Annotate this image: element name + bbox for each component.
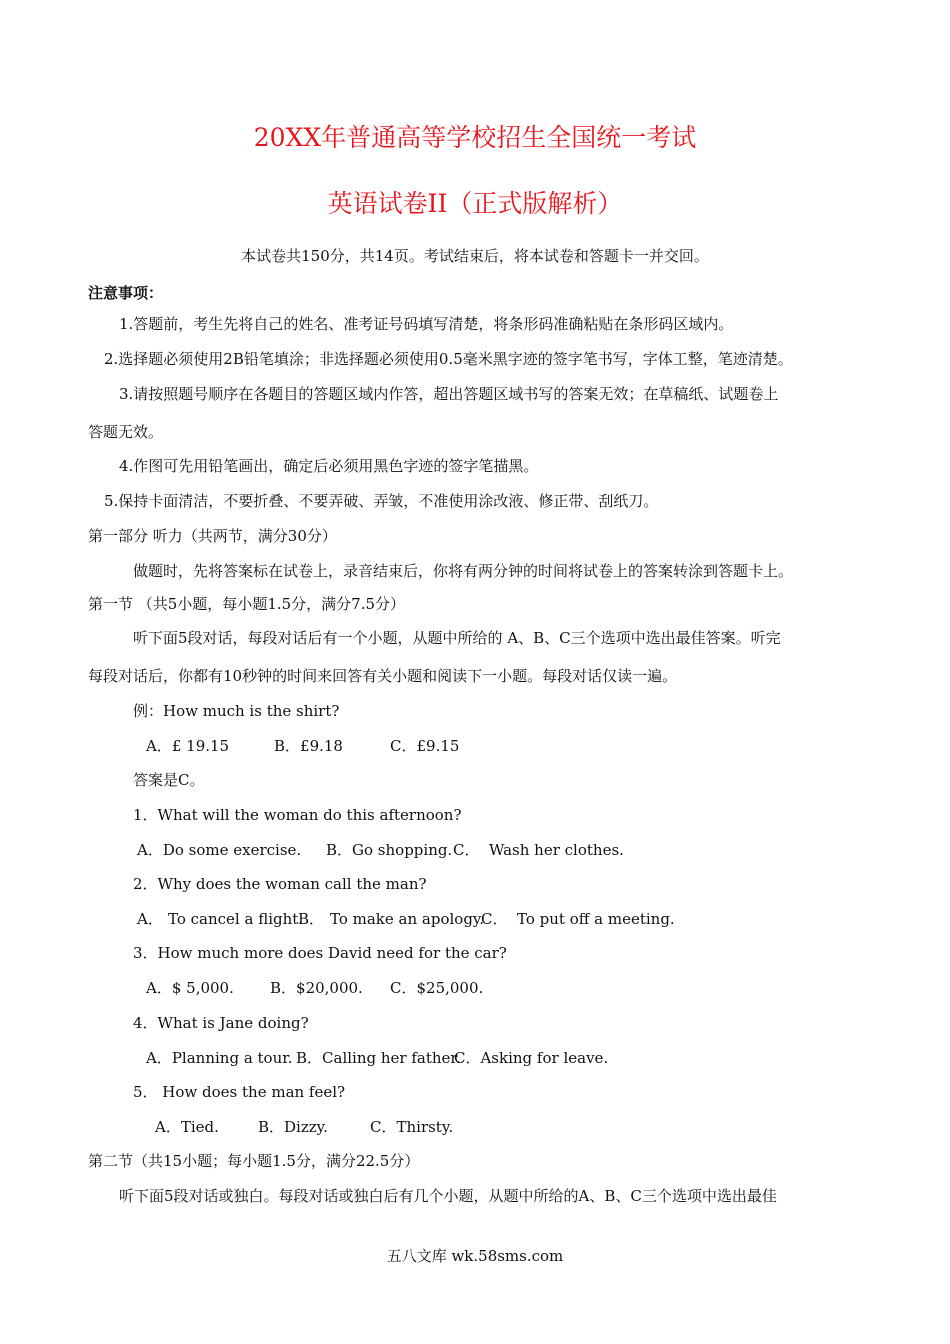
option: B．£9.18 (274, 737, 343, 755)
option: A． (137, 910, 163, 928)
notice-item: 5.保持卡面清洁，不要折叠、不要弄破、弄皱，不准使用涂改液、修正带、刮纸刀。 (104, 492, 659, 510)
question: 2．Why does the woman call the man? (133, 875, 427, 893)
section1-heading: 第一节 （共5小题，每小题1.5分，满分7.5分） (88, 595, 406, 613)
question: 1．What will the woman do this afternoon? (133, 806, 462, 824)
notice-item: 1.答题前，考生先将自己的姓名、准考证号码填写清楚，将条形码准确粘贴在条形码区域内。 (119, 315, 734, 333)
question-options (146, 978, 483, 998)
option: B． (298, 910, 325, 928)
option: B．Calling her father. (296, 1049, 461, 1067)
question-options (155, 1117, 453, 1137)
question-options (146, 1048, 608, 1068)
option: B．Dizzy. (258, 1118, 328, 1136)
question: 4．What is Jane doing? (133, 1014, 309, 1032)
question-options (137, 840, 624, 860)
option: To cancel a flight. (168, 910, 304, 928)
section1-instruction: 每段对话后，你都有10秒钟的时间来回答有关小题和阅读下一小题。每段对话仅读一遍。 (88, 667, 678, 685)
intro-text: 本试卷共150分，共14页。考试结束后，将本试卷和答题卡一并交回。 (241, 247, 709, 265)
notice-item: 2.选择题必须使用2B铅笔填涂；非选择题必须使用0.5毫米黑字迹的签字笔书写，字体工整，笔迹清楚。 (104, 350, 793, 368)
option: C．Thirsty. (370, 1118, 454, 1136)
option: B．Go shopping. (326, 841, 453, 859)
notice-item: 4.作图可先用铅笔画出，确定后必须用黑色字迹的签字笔描黑。 (119, 457, 539, 475)
page-footer: 五八文库 wk.58sms.com (386, 1247, 564, 1265)
option: C． (481, 910, 508, 928)
question: 5． How does the man feel? (133, 1083, 346, 1101)
question: 3．How much more does David need for the car? (133, 944, 507, 962)
option: C． (453, 841, 480, 859)
example-answer: 答案是C。 (133, 771, 205, 789)
part1-heading: 第一部分 听力（共两节，满分30分） (88, 527, 337, 545)
section1-instruction: 听下面5段对话，每段对话后有一个小题，从题中所给的 A、B、C三个选项中选出最佳答案。听完 (133, 629, 781, 647)
notice-item: 3.请按照题号顺序在各题目的答题区域内作答，超出答题区域书写的答案无效；在草稿纸、试题卷上 (119, 385, 779, 403)
option: To make an apology. (330, 910, 485, 928)
example-options (146, 736, 459, 756)
option: Wash her clothes. (489, 841, 624, 859)
section2-instruction: 听下面5段对话或独白。每段对话或独白后有几个小题，从题中所给的A、B、C三个选项中选出最佳 (119, 1187, 777, 1205)
option: A．Do some exercise. (137, 841, 302, 859)
option: C．£9.15 (390, 737, 460, 755)
option: A．Tied. (155, 1118, 219, 1136)
option: A．$ 5,000. (146, 979, 234, 997)
option: B．$20,000. (270, 979, 363, 997)
option: A．Planning a tour. (146, 1049, 293, 1067)
option: A．£ 19.15 (146, 737, 230, 755)
part1-instruction: 做题时，先将答案标在试卷上，录音结束后，你将有两分钟的时间将试卷上的答案转涂到答题卡上。 (133, 562, 794, 580)
option: C．Asking for leave. (454, 1049, 609, 1067)
section2-heading: 第二节（共15小题；每小题1.5分，满分22.5分） (88, 1152, 420, 1170)
option: To put off a meeting. (517, 910, 675, 928)
notice-heading: 注意事项： (88, 284, 164, 302)
option: C．$25,000. (390, 979, 484, 997)
exam-subtitle: 英语试卷II（正式版解析） (327, 189, 623, 218)
example-question: 例：How much is the shirt? (133, 702, 340, 720)
question-options (137, 909, 675, 929)
exam-title: 20XX年普通高等学校招生全国统一考试 (253, 123, 697, 152)
notice-item: 答题无效。 (88, 423, 164, 441)
